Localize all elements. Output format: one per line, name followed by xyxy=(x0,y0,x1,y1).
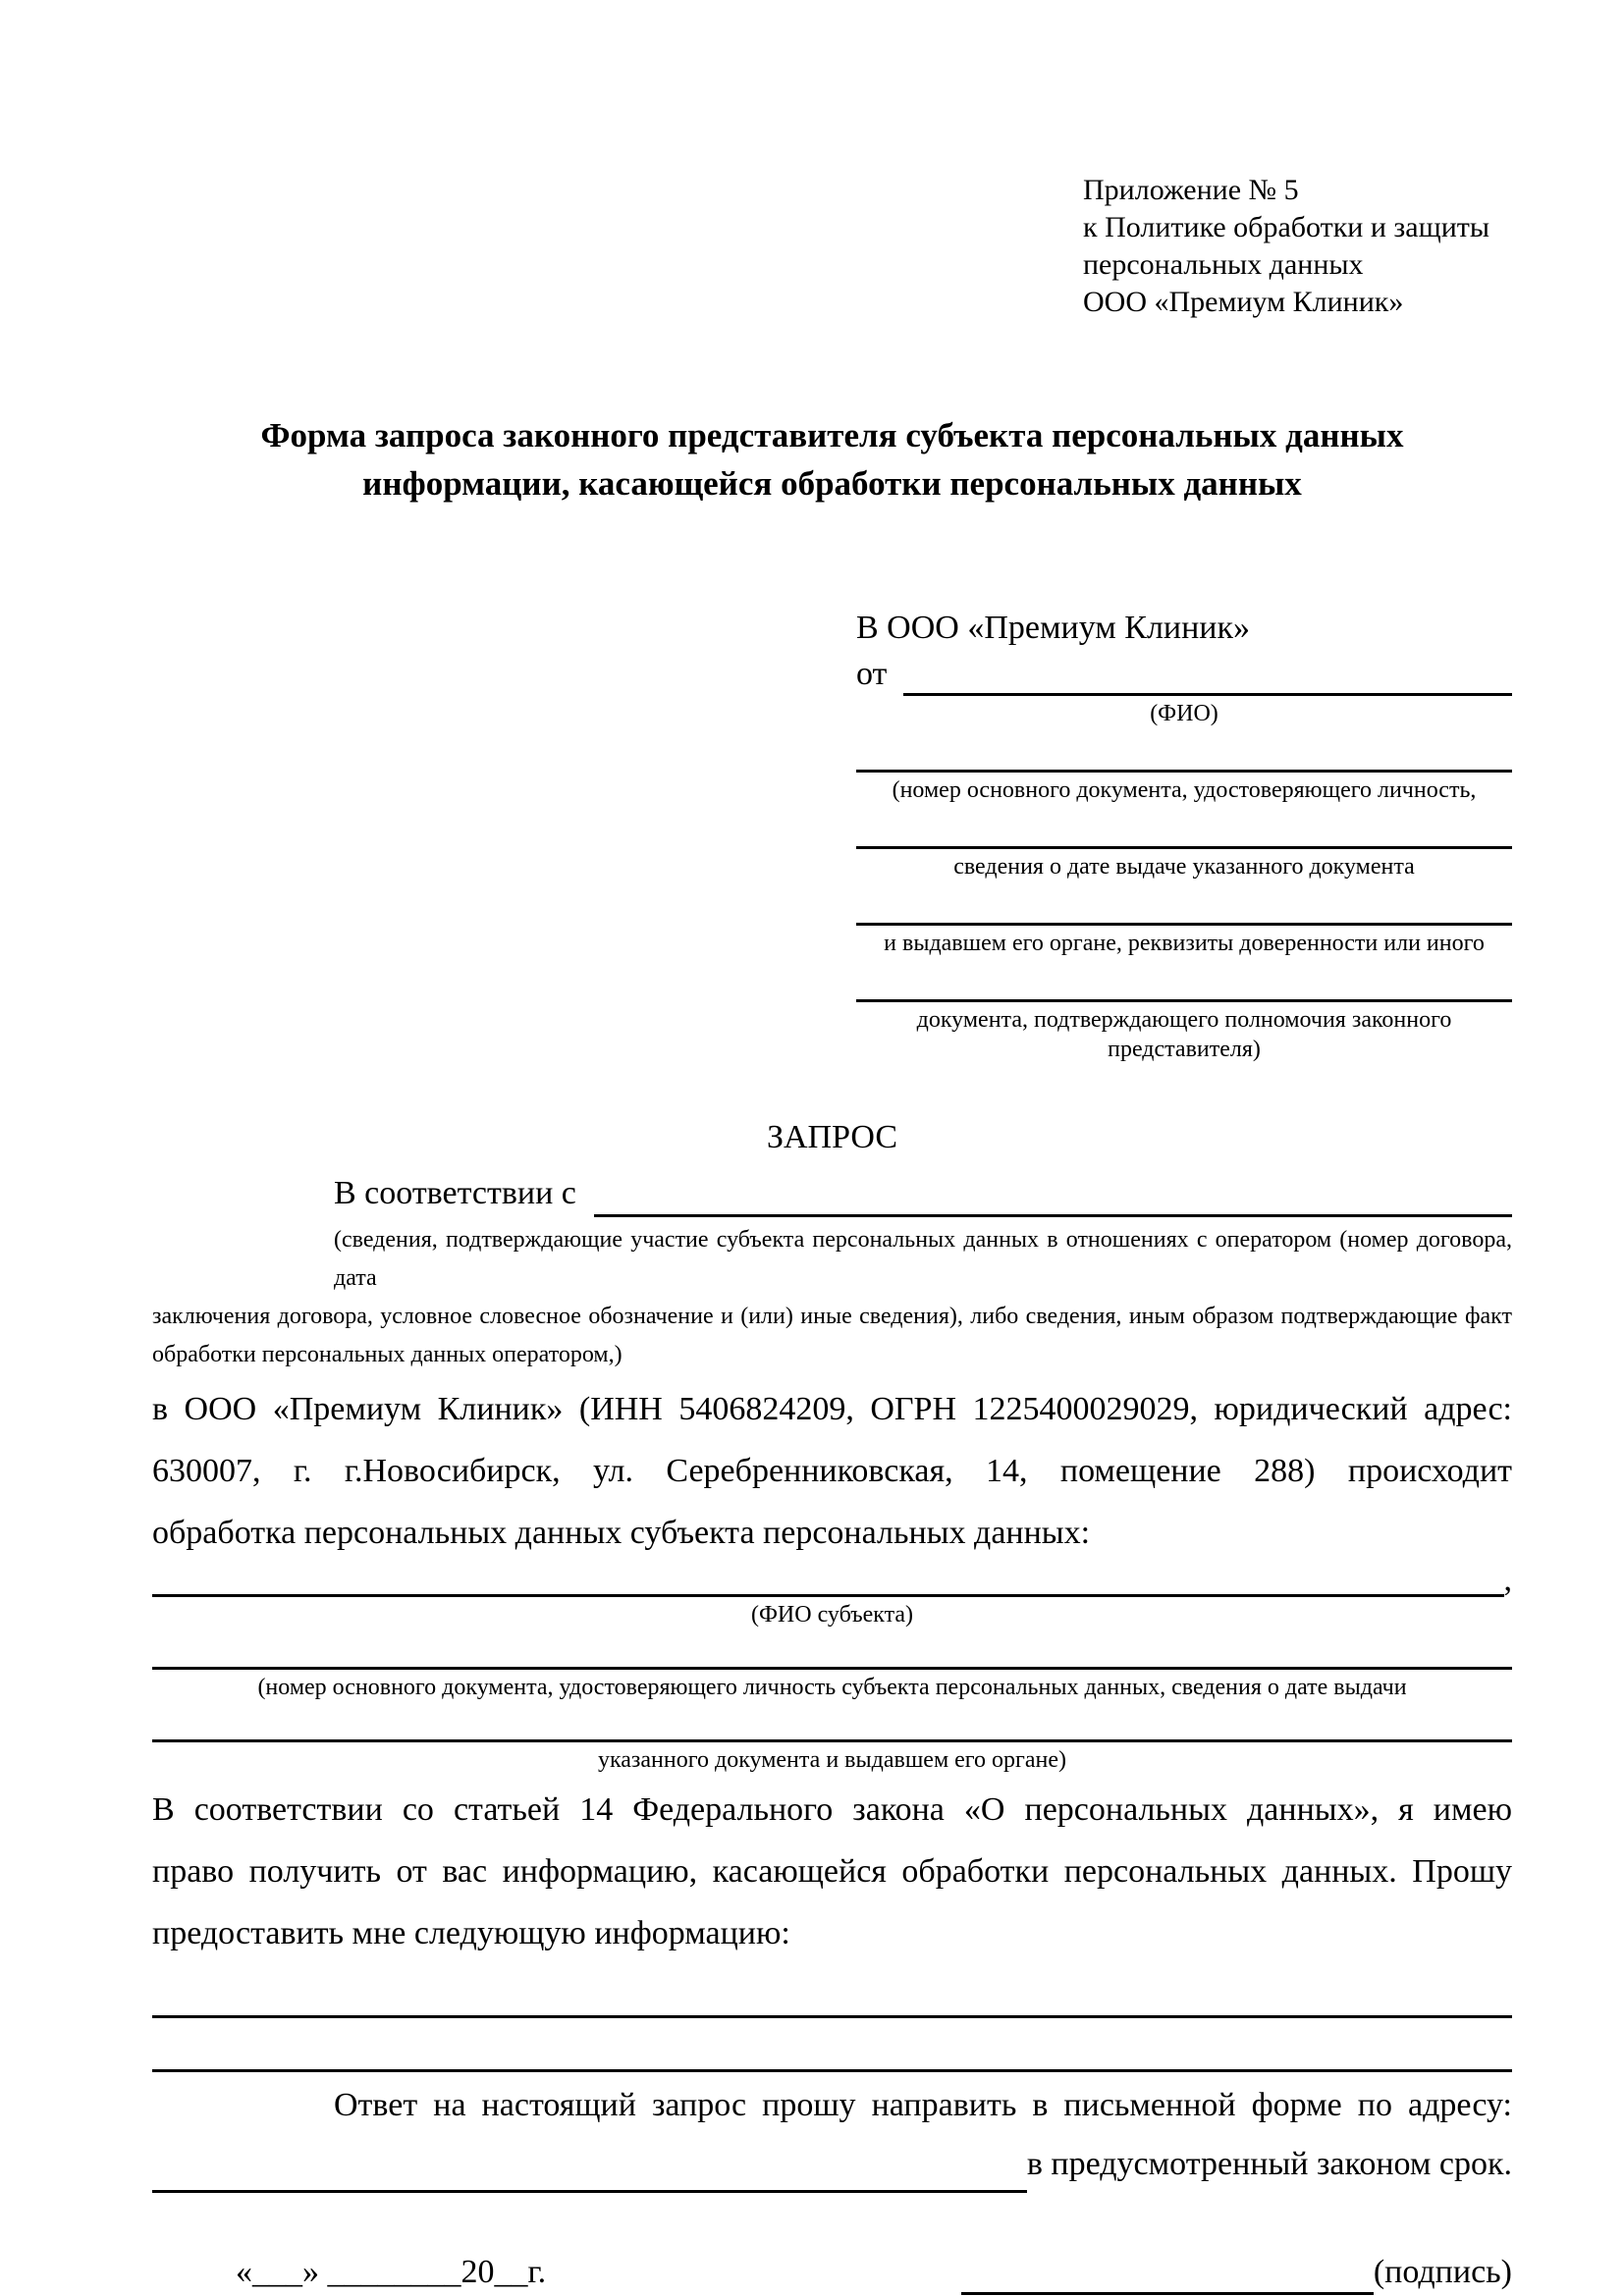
reply-address-blank-line xyxy=(152,2147,1027,2193)
appendix-line: персональных данных xyxy=(1083,248,1364,281)
signature-caption: (подпись) xyxy=(1373,2254,1512,2290)
reply-paragraph-line: Ответ на настоящий запрос прошу направить в письменной форме по адресу: xyxy=(334,2087,1512,2123)
subject-document-caption-2: указанного документа и выдавшем его органе) xyxy=(597,1747,1067,1773)
law-paragraph-line: предоставить мне следующую информацию: xyxy=(152,1915,790,1951)
issuing-authority-blank-line xyxy=(856,881,1512,926)
operator-paragraph-line: обработка персональных данных субъекта персональных данных: xyxy=(152,1515,1091,1551)
footer-row xyxy=(152,2250,1512,2295)
issue-date-caption: сведения о дате выдаче указанного документа xyxy=(953,854,1415,880)
appendix-line: ООО «Премиум Клиник» xyxy=(1083,286,1404,318)
request-heading: ЗАПРОС xyxy=(766,1119,898,1155)
reply-paragraph-suffix: в предусмотренный законом срок. xyxy=(1026,2146,1512,2182)
information-blank-line-1 xyxy=(152,1964,1512,2018)
from-row xyxy=(856,653,1512,696)
law-paragraph-line: В соответствии со статьей 14 Федерального закона «О персональных данных», я имею xyxy=(152,1791,1512,1828)
authority-document-blank-line xyxy=(856,958,1512,1002)
intro-note-line: (сведения, подтверждающие участие субъекта персональных данных в отношениях с оператором (номер договора, дата xyxy=(334,1227,1512,1291)
reply-address-row xyxy=(152,2136,1512,2193)
intro-row xyxy=(152,1170,1512,1217)
document-number-caption: (номер основного документа, удостоверяющего личность, xyxy=(892,777,1477,803)
issuing-authority-caption: и выдавшем его органе, реквизиты доверенности или иного xyxy=(884,931,1485,956)
subject-document-blank-line xyxy=(152,1629,1512,1670)
trailing-comma: , xyxy=(1503,1562,1512,1598)
subject-fio-row xyxy=(152,1564,1512,1597)
page-title-line: Форма запроса законного представителя субъекта персональных данных xyxy=(260,416,1404,454)
information-blank-line-2 xyxy=(152,2018,1512,2072)
fio-caption: (ФИО) xyxy=(1150,701,1218,726)
intro-note xyxy=(152,1221,1512,1374)
subject-document-caption: (номер основного документа, удостоверяющего личность субъекта персональных данных, сведения о дате выдачи xyxy=(257,1675,1407,1700)
intro-note-line: заключения договора, условное словесное обозначение и (или) иные сведения), либо сведения, иным образом подтверждающие факт xyxy=(152,1304,1512,1329)
law-paragraph xyxy=(152,1779,1512,1964)
operator-paragraph xyxy=(152,1378,1512,1564)
addressee-organization: В ООО «Премиум Клиник» xyxy=(856,610,1251,646)
intro-blank-line xyxy=(594,1177,1512,1217)
appendix-line: к Политике обработки и защиты xyxy=(1083,211,1490,243)
intro-note-line: обработки персональных данных оператором,) xyxy=(152,1342,623,1367)
appendix-line: Приложение № 5 xyxy=(1083,174,1299,206)
authority-document-caption: документа, подтверждающего полномочия законного представителя) xyxy=(916,1007,1452,1062)
subject-document-blank-line-2 xyxy=(152,1702,1512,1742)
intro-label: В соответствии с xyxy=(334,1175,585,1211)
from-label: от xyxy=(856,656,895,692)
addressee-block xyxy=(856,606,1512,1064)
page-title xyxy=(152,411,1512,507)
appendix-header xyxy=(1083,172,1512,321)
document-number-blank-line xyxy=(856,728,1512,773)
issue-date-blank-line xyxy=(856,805,1512,849)
date-field: «___» ________20__г. xyxy=(236,2254,547,2290)
signature-blank-line xyxy=(961,2253,1374,2295)
operator-paragraph-line: 630007, г. г.Новосибирск, ул. Серебренниковская, 14, помещение 288) происходит xyxy=(152,1453,1512,1489)
reply-paragraph xyxy=(152,2074,1512,2136)
signature-field xyxy=(961,2250,1512,2295)
subject-fio-blank-line xyxy=(152,1569,1504,1597)
law-paragraph-line: право получить от вас информацию, касающейся обработки персональных данных. Прошу xyxy=(152,1853,1512,1890)
operator-paragraph-line: в ООО «Премиум Клиник» (ИНН 5406824209, ОГРН 1225400029029, юридический адрес: xyxy=(152,1391,1512,1427)
fio-blank-line xyxy=(903,658,1512,696)
page-title-line: информации, касающейся обработки персональных данных xyxy=(362,464,1302,503)
subject-fio-caption: (ФИО субъекта) xyxy=(750,1602,914,1628)
